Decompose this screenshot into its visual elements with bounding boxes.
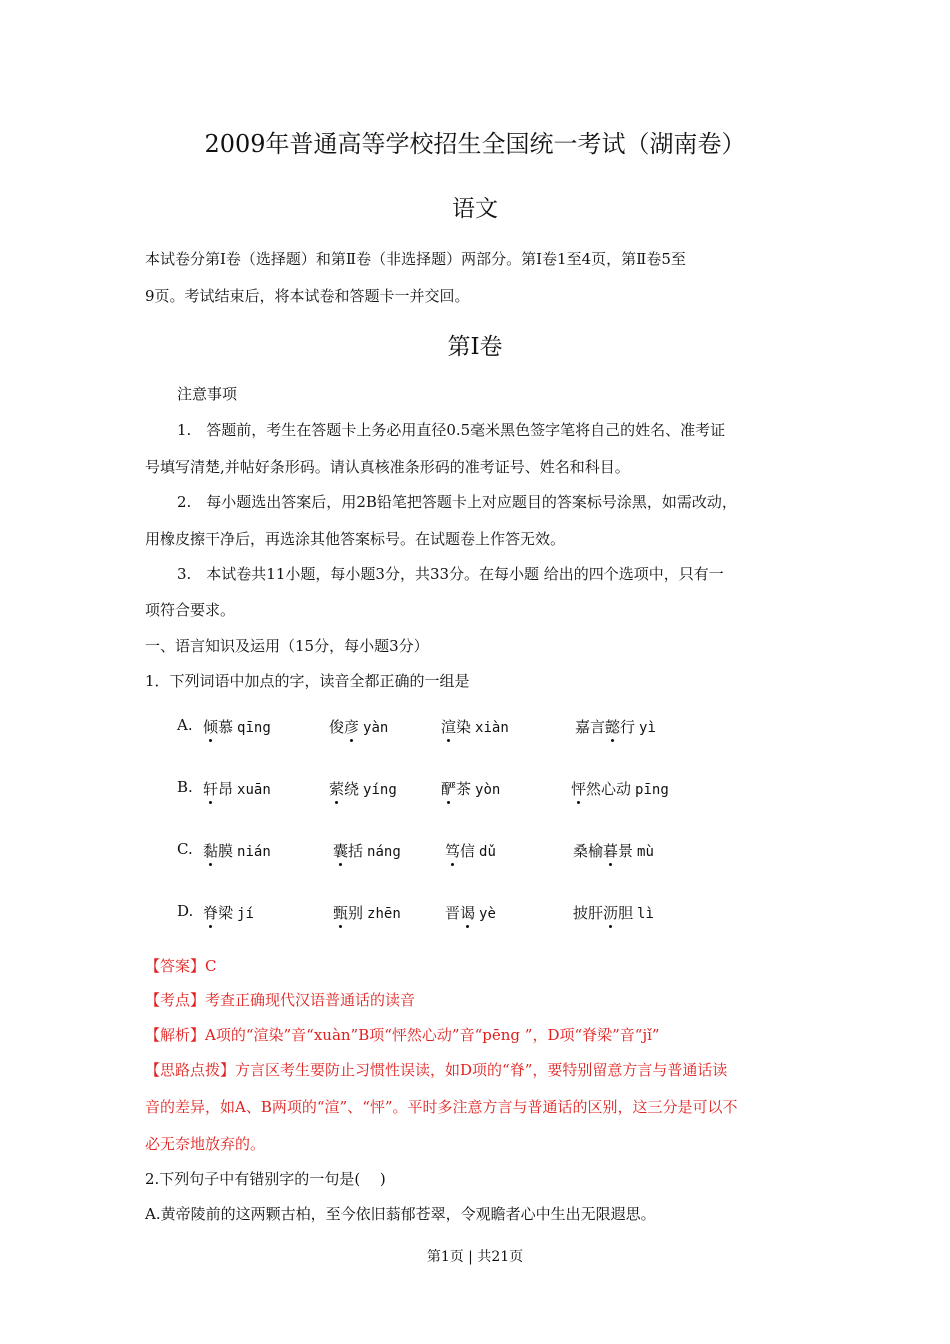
dotted-character: 酽 [441, 780, 457, 798]
option-word [203, 716, 271, 737]
question-1: 1．下列词语中加点的字，读音全都正确的一组是 [145, 672, 470, 690]
dotted-character: 暮 [603, 842, 619, 860]
word-part: 绕 [344, 780, 360, 798]
dotted-character: 渲 [441, 718, 457, 736]
pinyin: jí [237, 906, 254, 922]
word-part: 括 [348, 842, 364, 860]
pinyin: yàn [363, 720, 389, 736]
word-part: 行 [620, 718, 636, 736]
intro-line: 9页。考试结束后，将本试卷和答题卡一并交回。 [145, 287, 470, 305]
option-word [445, 840, 496, 861]
pinyin: xiàn [475, 720, 509, 736]
option-word [571, 778, 669, 799]
dotted-character: 萦 [329, 780, 345, 798]
answer: 【答案】C [145, 957, 217, 975]
notice-title: 注意事项 [177, 385, 238, 403]
tips-line: 必无奈地放弃的。 [145, 1135, 266, 1153]
option-word [573, 840, 654, 861]
option-word [445, 902, 496, 923]
word-part: 梁 [218, 904, 234, 922]
word-part: 膜 [218, 842, 234, 860]
question-2: 2.下列句子中有错别字的一句是( ) [145, 1170, 386, 1188]
dotted-character: 懿 [605, 718, 621, 736]
question-2-option-a: A.黄帝陵前的这两颗古柏，至今依旧蓊郁苍翠，令观瞻者心中生出无限遐思。 [145, 1205, 656, 1223]
dotted-character: 沥 [603, 904, 619, 922]
pinyin: náng [367, 844, 401, 860]
option-word [573, 902, 654, 923]
part-title: 第Ⅰ卷 [447, 334, 503, 360]
word-part: 别 [348, 904, 364, 922]
page-footer: 第1页 | 共21页 [426, 1249, 524, 1265]
word-part: 昂 [218, 780, 234, 798]
notice-line: 2. 每小题选出答案后，用2B铅笔把答题卡上对应题目的答案标号涂黑，如需改动， [177, 493, 737, 511]
pinyin: pīng [635, 782, 669, 798]
subject-title: 语文 [452, 196, 498, 222]
word-part: 信 [460, 842, 476, 860]
word-part: 俊 [329, 718, 345, 736]
dotted-character: 轩 [203, 780, 219, 798]
option-word [333, 902, 401, 923]
word-part: 嘉言 [575, 718, 606, 736]
dotted-character: 彦 [344, 718, 360, 736]
intro-line: 本试卷分第Ⅰ卷（选择题）和第Ⅱ卷（非选择题）两部分。第Ⅰ卷1至4页，第Ⅱ卷5至 [145, 250, 686, 268]
dotted-character: 囊 [333, 842, 349, 860]
notice-line: 1. 答题前，考生在答题卡上务必用直径0.5毫米黑色签字笔将自己的姓名、准考证 [177, 421, 726, 439]
pinyin: nián [237, 844, 271, 860]
option-word [203, 902, 254, 923]
option-word [441, 716, 509, 737]
option-word [441, 778, 500, 799]
option-word [329, 716, 388, 737]
word-part: 茶 [456, 780, 472, 798]
pinyin: mù [637, 844, 654, 860]
pinyin: yè [479, 906, 496, 922]
dotted-character: 谒 [460, 904, 476, 922]
exam-title: 2009年普通高等学校招生全国统一考试（湖南卷） [204, 130, 746, 158]
pinyin: yì [639, 720, 656, 736]
word-part: 景 [618, 842, 634, 860]
test-point: 【考点】考查正确现代汉语普通话的读音 [145, 991, 416, 1009]
word-part: 晋 [445, 904, 461, 922]
dotted-character: 笃 [445, 842, 461, 860]
section-heading: 一、语言知识及运用（15分，每小题3分） [145, 637, 429, 655]
word-part: 披肝 [573, 904, 604, 922]
word-part: 桑榆 [573, 842, 604, 860]
notice-line: 3. 本试卷共11小题，每小题3分，共33分。在每小题 给出的四个选项中，只有一 [177, 565, 724, 583]
dotted-character: 脊 [203, 904, 219, 922]
option-label: D. [177, 902, 194, 920]
notice-line: 用橡皮擦干净后，再选涂其他答案标号。在试题卷上作答无效。 [145, 530, 566, 548]
pinyin: qīng [237, 720, 271, 736]
analysis: 【解析】A项的“渲染”音“xuàn”B项“怦然心动”音“pēng ”，D项“脊梁”音“jǐ” [145, 1026, 660, 1044]
tips-line: 【思路点拨】方言区考生要防止习惯性误读，如D项的“脊”，要特别留意方言与普通话读 [145, 1061, 728, 1079]
option-label: B. [177, 778, 193, 796]
word-part: 慕 [218, 718, 234, 736]
option-word [329, 778, 397, 799]
word-part: 胆 [618, 904, 634, 922]
pinyin: zhēn [367, 906, 401, 922]
word-part: 染 [456, 718, 472, 736]
option-word [575, 716, 656, 737]
option-word [203, 840, 271, 861]
tips-line: 音的差异，如A、B两项的“渲”、“怦”。平时多注意方言与普通话的区别，这三分是可以不 [145, 1098, 738, 1116]
dotted-character: 倾 [203, 718, 219, 736]
pinyin: yíng [363, 782, 397, 798]
pinyin: yòn [475, 782, 501, 798]
dotted-character: 甄 [333, 904, 349, 922]
dotted-character: 怦 [571, 780, 587, 798]
notice-line: 号填写清楚,并帖好条形码。请认真核准条形码的准考证号、姓名和科目。 [145, 458, 630, 476]
option-label: C. [177, 840, 193, 858]
pinyin: xuān [237, 782, 271, 798]
option-word [203, 778, 271, 799]
option-word [333, 840, 401, 861]
option-label: A. [177, 716, 193, 734]
notice-line: 项符合要求。 [145, 601, 236, 619]
dotted-character: 黏 [203, 842, 219, 860]
word-part: 然心动 [586, 780, 632, 798]
pinyin: dǔ [479, 844, 496, 860]
pinyin: lì [637, 906, 654, 922]
